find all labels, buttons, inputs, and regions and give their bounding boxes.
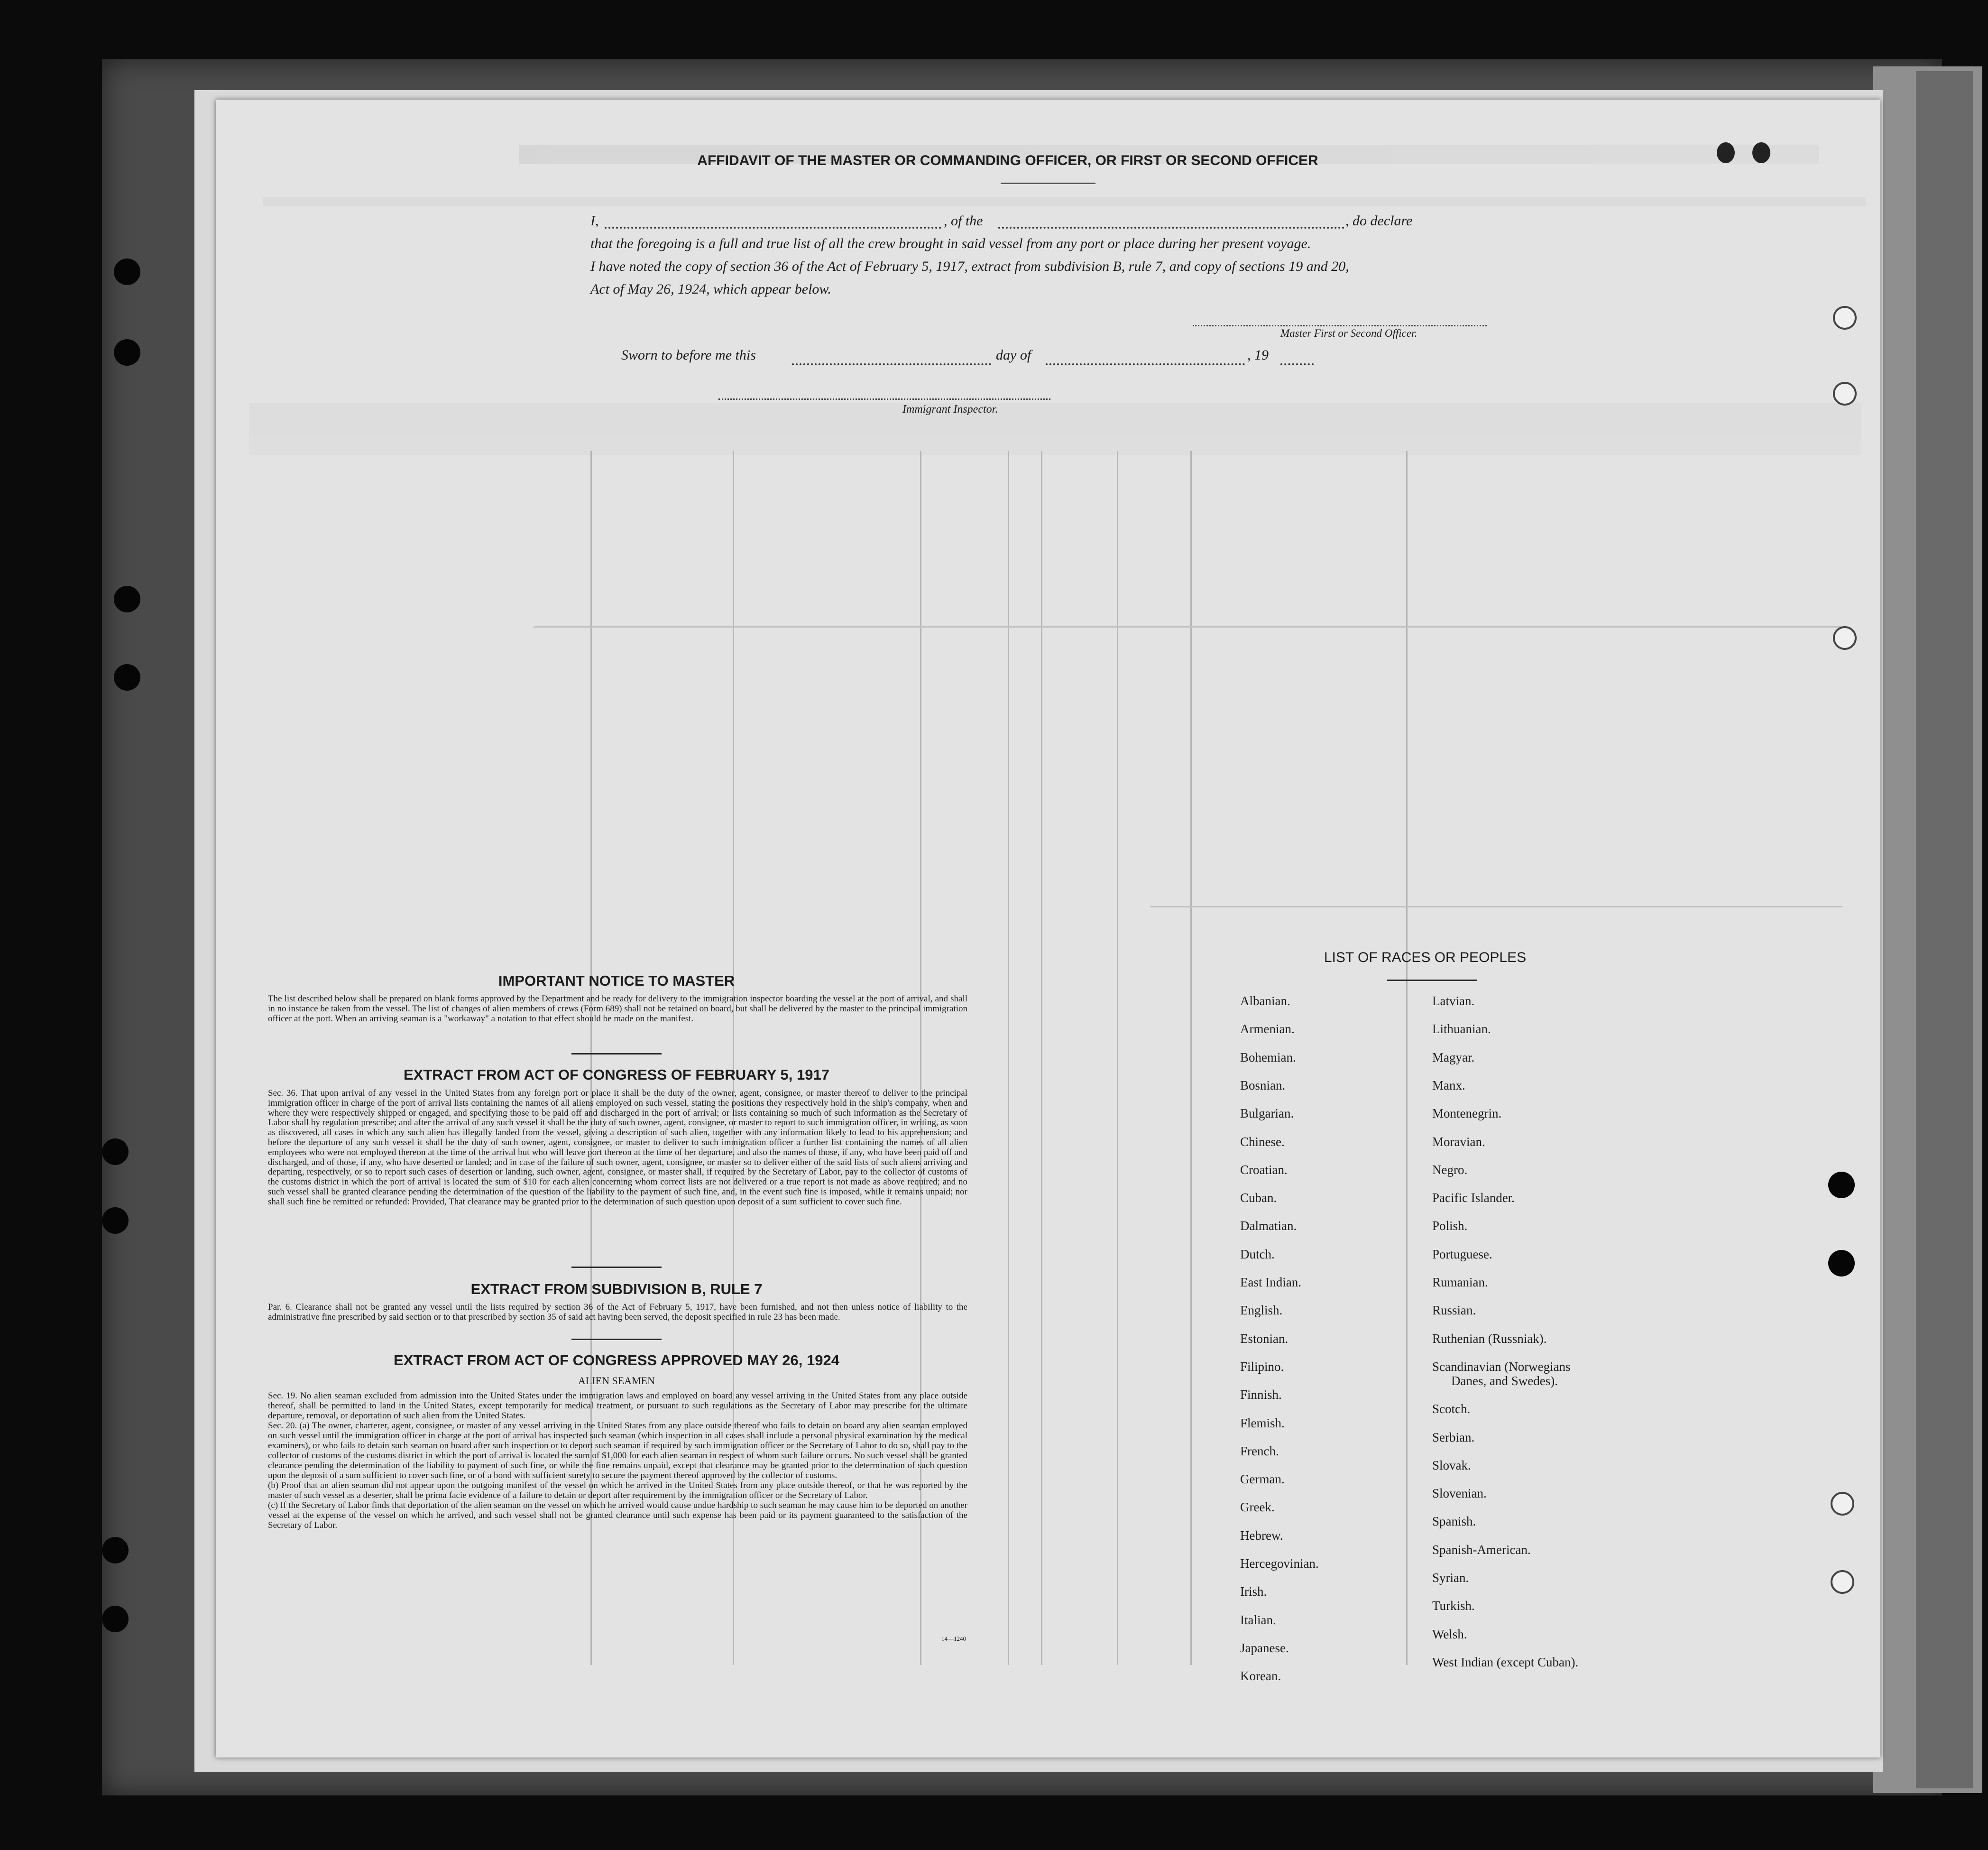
sec-20b-text: (b) Proof that an alien seaman did not appear upon the outgoing manifest of the vessel on which he arrived in the United States from any place outside thereof, or that he was reported by the master of such vessel as a deserter, shall be prima facie evidence of a failure to detain or deport after requirement by the immigration officer or the Secretary of Labor. xyxy=(268,1480,967,1500)
form-number: 14—1240 xyxy=(941,1635,966,1642)
affidavit-title: AFFIDAVIT OF THE MASTER OR COMMANDING OFFICER, OR FIRST OR SECOND OFFICER xyxy=(697,153,1318,168)
notice-text: The list described below shall be prepared on blank forms approved by the Department and be ready for delivery to the immigration inspector boarding the vessel at the port of arrival, and shall in no instance be taken from the vessel. The list of changes of alien members of crews (Form 689) shall not be retained on board, but shall be delivered by the master to the principal immigration officer at the port. When an arriving seaman is a "workaway" a notation to that effect should be made on the manifest. xyxy=(268,994,967,1024)
race-item: Scotch. xyxy=(1432,1402,1471,1416)
affidavit-of-the: , of the xyxy=(944,213,983,229)
ruled-line xyxy=(1406,451,1408,1665)
extract-1917-rule xyxy=(571,1267,662,1268)
race-item: Albanian. xyxy=(1240,994,1290,1008)
affidavit-line-2: I have noted the copy of section 36 of the Act of February 5, 1917, extract from subdivision B, rule 7, and copy of sections 19 and 20, xyxy=(590,259,1349,274)
inspector-signature-line xyxy=(718,398,1050,400)
race-item: Serbian. xyxy=(1432,1430,1475,1444)
race-item: Magyar. xyxy=(1432,1050,1475,1064)
race-item: Portuguese. xyxy=(1432,1247,1492,1261)
race-item: Armenian. xyxy=(1240,1022,1295,1036)
race-item: Montenegrin. xyxy=(1432,1106,1502,1121)
extract-1917-title: EXTRACT FROM ACT OF CONGRESS OF FEBRUARY 5, 1917 xyxy=(404,1066,829,1083)
notice-title: IMPORTANT NOTICE TO MASTER xyxy=(498,972,735,989)
affidavit-i: I, xyxy=(590,213,599,229)
race-item: Croatian. xyxy=(1240,1162,1288,1177)
master-label: Master First or Second Officer. xyxy=(1280,327,1417,339)
name-blank xyxy=(605,227,941,229)
vessel-blank xyxy=(998,227,1344,229)
year-blank xyxy=(1280,363,1314,365)
races-title: LIST OF RACES OR PEOPLES xyxy=(1324,950,1527,965)
page-edge-shadow xyxy=(1916,71,1973,1788)
race-item: Estonian. xyxy=(1240,1331,1289,1346)
race-item: Hercegovinian. xyxy=(1240,1556,1319,1571)
bleed-through xyxy=(216,100,1880,764)
sec-19-text: Sec. 19. No alien seaman excluded from admission into the United States under the immigration laws and employed on board any vessel arriving in the United States from any place outside thereof, shall be permitted to land in the United States, except temporarily for medical treatment, or pursuant to such regulations as the Secretary of Labor may prescribe for the ultimate departure, removal, or deportation of such alien from the United States. xyxy=(268,1391,967,1421)
race-item: Russian. xyxy=(1432,1303,1476,1318)
punch-hole-icon xyxy=(102,1138,129,1165)
day-of-label: day of xyxy=(996,347,1031,363)
race-item: Pacific Islander. xyxy=(1432,1191,1515,1205)
race-item: German. xyxy=(1240,1472,1285,1487)
sec-20c-text: (c) If the Secretary of Labor finds that deportation of the alien seaman on the vessel on which he arrived would cause undue hardship to such seaman he may cause him to be deported on another vessel at the expense of the vessel on which he arrived, and such vessel shall not be granted clearance until such expense has been paid or its payment guaranteed to the satisfaction of the Secretary of Labor. xyxy=(268,1500,967,1530)
punch-hole-icon xyxy=(1833,382,1857,406)
master-signature-line xyxy=(1193,325,1487,326)
ruled-line xyxy=(1190,451,1192,1665)
extract-1924-title: EXTRACT FROM ACT OF CONGRESS APPROVED MAY 26, 1924 xyxy=(394,1352,839,1369)
sworn-label: Sworn to before me this xyxy=(621,347,756,363)
punch-hole-icon xyxy=(102,1606,129,1632)
notice-rule xyxy=(571,1053,662,1054)
punch-hole-icon xyxy=(1828,1172,1855,1198)
race-item: Hebrew. xyxy=(1240,1528,1283,1543)
extract-1924-body xyxy=(268,1391,967,1530)
race-item: Greek. xyxy=(1240,1500,1275,1515)
punch-hole-icon xyxy=(114,586,140,612)
race-item: Spanish. xyxy=(1432,1514,1476,1529)
race-item: Filipino. xyxy=(1240,1359,1284,1374)
ruled-line xyxy=(1150,906,1842,907)
extract-1924-subtitle: ALIEN SEAMEN xyxy=(578,1375,655,1387)
affidavit-do-declare: , do declare xyxy=(1345,213,1413,229)
punch-hole-icon xyxy=(1828,1250,1855,1276)
race-item: Finnish. xyxy=(1240,1388,1282,1402)
month-blank xyxy=(1046,363,1245,365)
race-item: Manx. xyxy=(1432,1078,1465,1092)
race-item: Bosnian. xyxy=(1240,1078,1286,1092)
race-item: Flemish. xyxy=(1240,1415,1285,1430)
punch-hole-icon xyxy=(114,339,140,366)
ruled-line xyxy=(1008,451,1009,1665)
race-item: Scandinavian (Norwegians xyxy=(1432,1359,1571,1374)
race-item: West Indian (except Cuban). xyxy=(1432,1655,1579,1669)
punch-hole-icon xyxy=(102,1537,129,1563)
race-item: Turkish. xyxy=(1432,1599,1475,1613)
sworn-day-blank xyxy=(792,363,991,365)
race-item: Japanese. xyxy=(1240,1640,1289,1655)
punch-hole-icon xyxy=(114,259,140,285)
punch-hole-icon xyxy=(1752,142,1770,163)
races-title-rule xyxy=(1387,980,1477,981)
ruled-line xyxy=(1041,451,1042,1665)
race-item: Negro. xyxy=(1432,1162,1468,1177)
race-item: English. xyxy=(1240,1303,1283,1318)
race-item: Slovenian. xyxy=(1432,1486,1487,1501)
punch-hole-icon xyxy=(1831,1492,1854,1516)
race-item: Slovak. xyxy=(1432,1458,1471,1472)
race-item: Ruthenian (Russniak). xyxy=(1432,1331,1547,1346)
punch-hole-icon xyxy=(102,1207,129,1234)
race-item: Syrian. xyxy=(1432,1571,1469,1585)
race-item: Italian. xyxy=(1240,1612,1276,1627)
punch-hole-icon xyxy=(114,664,140,691)
race-item: Spanish-American. xyxy=(1432,1542,1531,1557)
race-item: East Indian. xyxy=(1240,1275,1301,1289)
race-item: Bohemian. xyxy=(1240,1050,1296,1064)
race-item: Dutch. xyxy=(1240,1247,1275,1261)
race-item: Bulgarian. xyxy=(1240,1106,1294,1121)
rule7-text: Par. 6. Clearance shall not be granted any vessel until the lists required by section 36 of the Act of February 5, 1917, have been furnished, and not then unless notice of liability to the administrative fine prescribed by said section or to that prescribed by section 35 of said act having been served, the deposit specified in rule 23 has been made. xyxy=(268,1302,967,1322)
race-item: Chinese. xyxy=(1240,1134,1285,1149)
sworn-statement xyxy=(621,347,1333,371)
race-item: Korean. xyxy=(1240,1669,1281,1684)
affidavit-line-1: that the foregoing is a full and true list of all the crew brought in said vessel from any port or place during her present voyage. xyxy=(590,236,1311,251)
race-item: Cuban. xyxy=(1240,1191,1277,1205)
affidavit-title-rule xyxy=(1001,183,1095,184)
punch-hole-icon xyxy=(1717,142,1735,163)
race-item: French. xyxy=(1240,1443,1279,1458)
race-item: Polish. xyxy=(1432,1219,1468,1233)
ruled-line xyxy=(534,626,1842,628)
race-item: Rumanian. xyxy=(1432,1275,1488,1289)
race-item: Welsh. xyxy=(1432,1627,1467,1641)
race-item: Danes, and Swedes). xyxy=(1451,1373,1558,1388)
race-item: Latvian. xyxy=(1432,994,1475,1008)
affidavit-line-3: Act of May 26, 1924, which appear below. xyxy=(590,281,831,297)
ruled-line xyxy=(1117,451,1118,1665)
inspector-label: Immigrant Inspector. xyxy=(902,403,998,416)
rule7-rule xyxy=(571,1339,662,1340)
punch-hole-icon xyxy=(1833,306,1857,330)
punch-hole-icon xyxy=(1833,626,1857,650)
sec-20a-text: Sec. 20. (a) The owner, charterer, agent, consignee, or master of any vessel arriving in the United States from any place outside thereof who fails to detain on board any alien seaman employed on such vessel until the immigration officer in charge at the port of arrival has inspected such seaman (which inspection in all cases shall include a personal physical examination by the medical examiners), or who fails to detain such seaman on board after such inspection or to deport such seaman if required by such immigration officer or the Secretary of Labor to do so, shall pay to the collector of customs of the customs district in which the port of arrival is located the sum of $1,000 for each alien seaman in respect of whom such failure occurs. No such vessel shall be granted clearance pending the determination of the liability to payment of such fine, or while the fine remains unpaid, except that clearance may be granted prior to the determination of such question upon the deposit of a sum sufficient to cover such fine, or of a bond with sufficient surety to secure the payment thereof approved by the collector of customs. xyxy=(268,1421,967,1480)
race-item: Irish. xyxy=(1240,1584,1267,1599)
extract-1917-text: Sec. 36. That upon arrival of any vessel in the United States from any foreign port or place it shall be the duty of the owner, agent, consignee, or master thereof to deliver to the principal immigration officer in charge of the port of arrival lists containing the names of all aliens employed on such vessel, stating the positions they respectively hold in the ship's company, when and where they were respectively shipped or engaged, and specifying those to be paid off and discharged in the port of arrival; or lists containing so much of such information as the Secretary of Labor shall by regulation prescribe; and after the arrival of any such vessel it shall be the duty of such owner, agent, consignee, or master to report to such immigration officer, in writing, as soon as discovered, all cases in which any such alien has illegally landed from the vessel, giving a description of such alien, together with any information likely to lead to his apprehension; and before the departure of any such vessel it shall be the duty of such owner, agent, consignee, or master to deliver to such immigration officer a further list containing the names of all alien employees who were not employed thereon at the time of the arrival but who will leave port thereon at the time of her departure, and also the names of those, if any, who have been paid off and discharged, and of those, if any, who have deserted or landed; and in case of the failure of such owner, agent, consignee, or master so to deliver either of the said lists of such aliens arriving and departing, respectively, or so to report such cases of desertion or landing, such owner, agent, consignee, or master shall, if required by the Secretary of Labor, pay to the collector of customs of the customs district in which the port of arrival is located the sum of $10 for each alien concerning whom correct lists are not delivered or a true report is not made as above required; and no such vessel shall be granted clearance pending the determination of the question of the liability to the payment of such fine, and, in the event such fine is imposed, while it remains unpaid; nor shall such fine be remitted or refunded: Provided, That clearance may be granted prior to the determination of such question upon deposit of a sum sufficient to cover such fine. xyxy=(268,1088,967,1207)
punch-hole-icon xyxy=(1831,1570,1854,1594)
manifest-page xyxy=(216,100,1880,1758)
rule7-title: EXTRACT FROM SUBDIVISION B, RULE 7 xyxy=(470,1281,763,1297)
race-item: Moravian. xyxy=(1432,1134,1485,1149)
race-item: Dalmatian. xyxy=(1240,1219,1297,1233)
year-label: , 19 xyxy=(1247,347,1269,363)
affidavit-declaration xyxy=(590,210,1539,301)
race-item: Lithuanian. xyxy=(1432,1022,1491,1036)
